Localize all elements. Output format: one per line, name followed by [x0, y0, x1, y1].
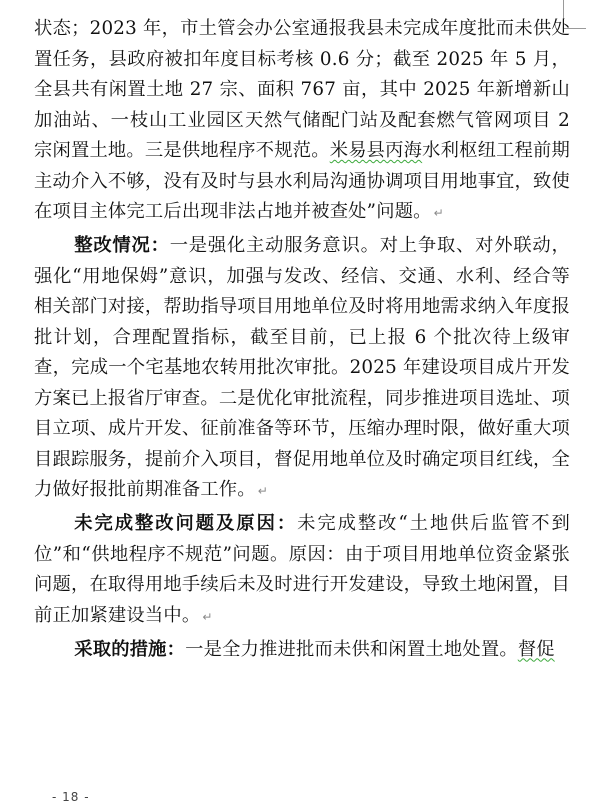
- paragraph-measures: [34, 635, 570, 666]
- paragraph-mark-icon: ↵: [257, 484, 269, 498]
- section-heading: 整改情况：: [74, 235, 170, 256]
- paragraph-rectification-status: [34, 231, 570, 507]
- paragraph-mark-icon: ↵: [202, 609, 213, 624]
- paragraph-text: 水利枢纽工程前期主动介入不够，没有及时与县水利局沟通协调项目用地事宜，致使在项目主体完工后出现非法占地并被查处”问题。: [34, 140, 570, 222]
- paragraph-status-continued: [34, 14, 570, 229]
- paragraph-unfinished-issues: [34, 509, 570, 632]
- paragraph-mark-icon: ↵: [433, 206, 444, 220]
- paragraph-text: 一是全力推进批而未供和闲置土地处置。: [185, 638, 518, 660]
- paragraph-text: 一是强化主动服务意识。对上争取、对外联动，强化“用地保姆”意识，加强与发改、经信、交通、水利、经合等相关部门对接，帮助指导项目用地单位及时将用地需求纳入年度报批计划，合理配置指标，截至目前，已上报 6 个批次待上级审查，完成一个宅基地农转用批次审批。2025 年建设项目成片开发方案已上报省厅审查。二是优化审批流程，同步推进项目选址、项目立项、成片开发、征前准备等环节，压缩办理时限，做好重大项目跟踪服务，提前介入项目，督促用地单位及时确定项目红线，全力做好报批前期准备工作。: [34, 235, 570, 500]
- section-heading: 采取的措施：: [74, 638, 186, 660]
- paragraph-text: 未完成整改“土地供后监管不到位”和“供地程序不规范”问题。原因：由于项目用地单位资金紧张问题，在取得用地手续后未及时进行开发建设，导致土地闲置，目前正加紧建设当中。: [34, 513, 570, 626]
- spellcheck-flagged-text[interactable]: 督促: [517, 638, 555, 660]
- spellcheck-flagged-text[interactable]: 米易县丙海: [329, 140, 423, 161]
- section-heading: 未完成整改问题及原因：: [74, 513, 298, 534]
- page-number: - 18 -: [52, 790, 90, 804]
- document-body[interactable]: [34, 14, 570, 665]
- paragraph-text: 状态；2023 年，市土管会办公室通报我县未完成年度批而未供处置任务，县政府被扣年度目标考核 0.6 分；截至 2025 年 5 月，全县共有闲置土地 27 宗、面积 767 亩，其中 2025 年新增新山加油站、一枝山工业园区天然气储配门站及配套燃气管网项目 2 宗闲置土地。三是供地程序不规范。: [34, 18, 570, 161]
